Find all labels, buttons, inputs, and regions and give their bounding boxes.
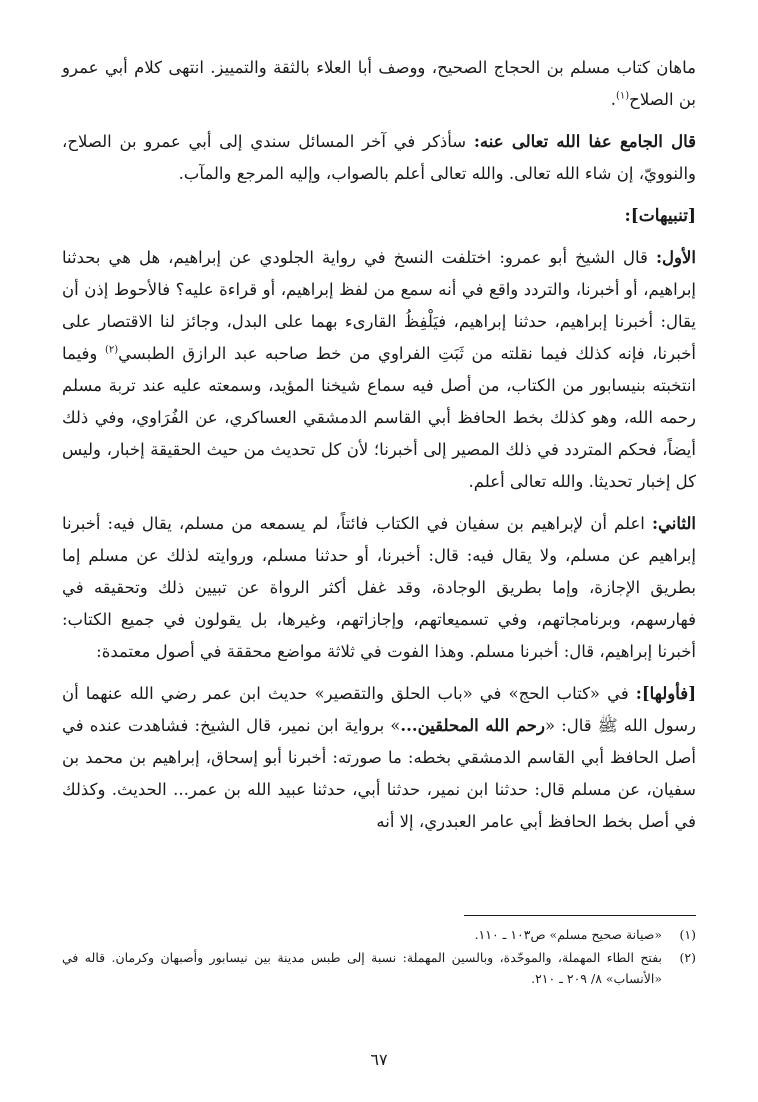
hadith-quote: رحم الله المحلقين... [400, 716, 545, 735]
first-place-lead: [فأولها]: [635, 684, 696, 703]
author-note-lead: قال الجامع عفا الله تعالى عنه: [473, 132, 696, 151]
paragraph-first-note [62, 242, 696, 498]
paragraph-text: سأذكر في آخر المسائل سندي إلى أبي عمرو بن الصلاح، والنوويّ، إن شاء الله تعالى. والله تعالى أعلم بالصواب، وإليه المرجع والمآب. [62, 132, 696, 183]
page-number: ٦٧ [370, 1050, 388, 1069]
paragraph-text-cont: وفيما انتخبته بنيسابور من الكتاب، من أصل فيه سماع شيخنا المؤيد، وسمعته عليه عند تربة مسلم رحمه الله، وهو كذلك بخط الحافظ أبي القاسم الدمشقي العساكري، عن الفُرَاوي، وفي ذلك أيضاً، فحكم المتردد في ذلك المصير إلى أخبرنا؛ لأن كل تحديث من حيث الحقيقة إخبار، وليس كل إخبار تحديثا. والله تعالى أعلم. [62, 344, 696, 491]
footnote-number: (٢) [679, 950, 696, 965]
footnote-ref-2[interactable]: (٢) [104, 344, 119, 356]
paragraph-text: في «كتاب الحج» في «باب الحلق والتقصير» حديث ابن عمر رضي الله عنهما أن رسول الله ﷺ قال: « [62, 684, 696, 735]
paragraph-first-place [62, 678, 696, 838]
first-note-lead: الأول: [655, 248, 696, 267]
second-note-lead: الثاني: [651, 514, 696, 533]
footnote-item [62, 947, 696, 989]
section-heading: [تنبيهات]: [624, 206, 696, 226]
footnote-ref-1[interactable]: (١) [615, 90, 630, 102]
paragraph-text: ماهان كتاب مسلم بن الحجاج الصحيح، ووصف أبا العلاء بالثقة والتمييز. انتهى كلام أبي عمرو بن الصلاح [62, 58, 696, 109]
page-body [62, 52, 696, 848]
footnote-number: (١) [679, 927, 696, 942]
paragraph-continuation [62, 52, 696, 116]
footnote-text: بفتح الطاء المهملة، والموحّدة، وبالسين المهملة: نسبة إلى طبس مدينة بين نيسابور وأصبهان وكرمان. قاله في «الأنساب» ٨/ ٢٠٩ ـ ٢١٠. [62, 950, 662, 986]
paragraph-text-cont: » برواية ابن نمير، قال الشيخ: فشاهدت عنده في أصل الحافظ أبي القاسم الدمشقي بخطه: ما صورته: أخبرنا أبو إسحاق، إبراهيم بن محمد بن سفيان، عن مسلم قال: حدثنا ابن نمير، حدثنا أبي، حدثنا عبيد الله بن عمر... الحديث. وكذلك في أصل بخط الحافظ أبي عامر العبدري، إلا أنه [62, 716, 696, 831]
paragraph-text: اعلم أن لإبراهيم بن سفيان في الكتاب فائتاً، لم يسمعه من مسلم، يقال فيه: أخبرنا إبراهيم عن مسلم، ولا يقال فيه: قال: أخبرنا، أو حدثنا مسلم، وروايته لذلك عن مسلم إما بطريق الإجازة، وإما بطريق الوجادة، وقد غفل أكثر الرواة عن تبيين ذلك وتحقيقه في فهارسهم، وبرنامجاتهم، وفي تسميعاتهم، وإجازاتهم، وغيرها، بل يقولون في جميع الكتاب: أخبرنا إبراهيم، قال: أخبرنا مسلم. وهذا الفوت في ثلاثة مواضع محققة في أصول معتمدة: [62, 514, 696, 661]
footnote-text: «صيانة صحيح مسلم» ص١٠٣ ـ ١١٠. [474, 927, 662, 942]
footnotes-section [62, 915, 696, 991]
paragraph-second-note [62, 508, 696, 668]
paragraph-text-end: . [610, 90, 616, 109]
footnote-divider [464, 915, 696, 916]
paragraph-author-note [62, 126, 696, 190]
footnote-item [62, 924, 696, 945]
paragraph-text: قال الشيخ أبو عمرو: اختلفت النسخ في رواية الجلودي عن إبراهيم، هل هي بحدثنا إبراهيم، أو أخبرنا، والتردد واقع في أنه سمع من لفظ إبراهيم، أو قراءة عليه؟ فالأحوط إذن أن يقال: أخبرنا إبراهيم، حدثنا إبراهيم، فيَلْفِظُ القارىء بهما على البدل، وجائز لنا الاقتصار على أخبرنا، فإنه كذلك فيما نقلته من ثَبَتِ الفراوي من خط صاحبه عبد الرازق الطبسي [62, 248, 696, 363]
